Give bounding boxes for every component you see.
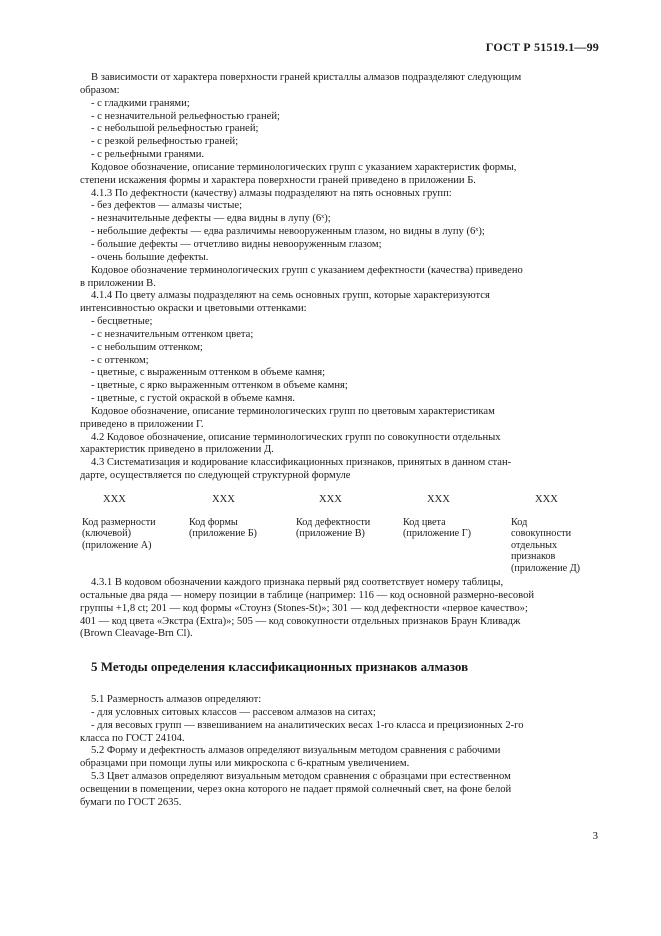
text-line: 5.1 Размерность алмазов определяют: <box>91 694 262 705</box>
text-line: группы +1,8 ct; 201 — код формы «Стоунз (Stones-St)»; 301 — код дефектности «первое качество»; <box>80 602 528 614</box>
text-line: - незначительные дефекты — едва видны в лупу (6ˣ); <box>91 213 331 225</box>
caption-line: совокупности <box>511 528 572 540</box>
text-line: - бесцветные; <box>91 316 153 328</box>
text-line: - с незначительной рельефностью граней; <box>91 110 280 122</box>
text-line: дарте, осуществляется по следующей структурной формуле <box>80 470 351 482</box>
section-5-text <box>80 694 599 810</box>
text-line: образом: <box>80 84 120 96</box>
text-line: - с небольшой рельефностью граней; <box>91 123 259 135</box>
caption-line: (приложение Д) <box>511 562 581 574</box>
caption-line: (ключевой) <box>82 528 131 540</box>
text-line: 5.2 Форму и дефектность алмазов определяют визуальным методом сравнения с рабочими <box>91 745 501 757</box>
text-line: - небольшие дефекты — едва различимы невооруженным глазом, но видны в лупу (6ˣ); <box>91 226 485 238</box>
caption-combined <box>511 517 580 574</box>
formula-code-color: XXX <box>427 494 450 505</box>
text-line: - для весовых групп — взвешиванием на аналитических весах 1-го класса и прецизионных 2-го <box>91 719 524 731</box>
text-line: 401 — код цвета «Экстра (Extra)»; 505 — код совокупности отдельных признаков Браун Кливадж <box>80 615 521 627</box>
text-line: - с незначительным оттенком цвета; <box>91 328 254 340</box>
text-line: - цветные, с выраженным оттенком в объеме камня; <box>91 367 326 379</box>
text-line: в приложении В. <box>80 277 156 289</box>
text-line: 5.3 Цвет алмазов определяют визуальным методом сравнения с образцами при естественном <box>91 771 511 783</box>
text-line: приведено в приложении Г. <box>80 418 204 430</box>
document-header: ГОСТ Р 51519.1—99 <box>485 40 599 54</box>
text-line: В зависимости от характера поверхности граней кристаллы алмазов подразделяют следующим <box>91 72 522 83</box>
text-line: - для условных ситовых классов — рассевом алмазов на ситах; <box>91 706 376 718</box>
caption-line: Код цвета <box>403 517 446 528</box>
caption-line: Код формы <box>189 517 238 528</box>
caption-line: Код <box>511 517 528 528</box>
text-line: - с небольшим оттенком; <box>91 341 203 353</box>
top-text-block <box>80 72 599 483</box>
text-line: степени искажения формы и характера поверхности граней приведено в приложении Б. <box>80 174 476 186</box>
text-line: 4.1.3 По дефектности (качеству) алмазы подразделяют на пять основных групп: <box>91 187 452 199</box>
caption-line: отдельных <box>511 539 558 551</box>
caption-line: признаков <box>511 551 556 563</box>
formula-code-defect: XXX <box>319 494 342 505</box>
text-line: Кодовое обозначение, описание терминологических групп с указанием характеристик формы, <box>91 161 517 173</box>
paragraph-4-3-1 <box>80 577 599 641</box>
formula-code-combined: XXX <box>535 494 558 505</box>
caption-line: (приложение В) <box>296 528 365 540</box>
caption-defect <box>296 517 370 540</box>
page-number: 3 <box>592 830 598 842</box>
text-line: интенсивностью окраски и цветовыми оттенками: <box>80 303 307 315</box>
text-line: 4.1.4 По цвету алмазы подразделяют на семь основных групп, которые характеризуются <box>91 290 490 302</box>
caption-line: (приложение А) <box>82 539 152 551</box>
text-line: (Brown Cleavage-Brn Cl). <box>80 628 193 640</box>
text-line: класса по ГОСТ 24104. <box>80 732 185 744</box>
text-line: бумаги по ГОСТ 2635. <box>80 796 182 808</box>
text-line: - большие дефекты — отчетливо видны невооруженным глазом; <box>91 238 382 250</box>
caption-color <box>403 517 471 540</box>
text-line: образцами при помощи лупы или микроскопа с 6-кратным увеличением. <box>80 758 410 770</box>
formula-codes <box>0 494 661 508</box>
caption-line: Код размерности <box>82 517 156 528</box>
text-line: 4.2 Кодовое обозначение, описание терминологических групп по совокупности отдельных <box>91 431 501 443</box>
text-line: Кодовое обозначение терминологических групп с указанием дефектности (качества) приведено <box>91 264 523 276</box>
caption-line: Код дефектности <box>296 517 371 528</box>
text-line: - с резкой рельефностью граней; <box>91 136 239 148</box>
formula-code-size: XXX <box>103 494 126 505</box>
formula-code-shape: XXX <box>212 494 235 505</box>
text-line: - с рельефными гранями. <box>91 149 205 161</box>
text-line: остальные два ряда — номеру позиции в таблице (например: 116 — код основной размерно-весовой <box>80 589 535 601</box>
text-line: характеристик приведено в приложении Д. <box>80 444 274 456</box>
text-line: - без дефектов — алмазы чистые; <box>91 200 243 212</box>
caption-line: (приложение Г) <box>403 528 471 540</box>
text-line: - цветные, с ярко выраженным оттенком в объеме камня; <box>91 380 348 392</box>
text-line: - очень большие дефекты. <box>91 251 209 263</box>
text-line: - с гладкими гранями; <box>91 97 190 109</box>
text-line: 4.3.1 В кодовом обозначении каждого признака первый ряд соответствует номеру таблицы, <box>91 577 504 588</box>
text-line: освещении в помещении, через окна которого не падает прямой солнечный свет, на фоне белой <box>80 783 512 795</box>
text-line: Кодовое обозначение, описание терминологических групп по цветовым характеристикам <box>91 405 495 417</box>
text-line: 4.3 Систематизация и кодирование классификационных признаков, принятых в данном стан- <box>91 457 512 469</box>
caption-line: (приложение Б) <box>189 528 257 540</box>
section-heading: 5 Методы определения классификационных признаков алмазов <box>91 659 469 674</box>
caption-shape <box>189 517 257 540</box>
caption-size <box>82 517 156 551</box>
text-line: - с оттенком; <box>91 354 149 366</box>
text-line: - цветные, с густой окраской в объеме камня. <box>91 393 295 405</box>
